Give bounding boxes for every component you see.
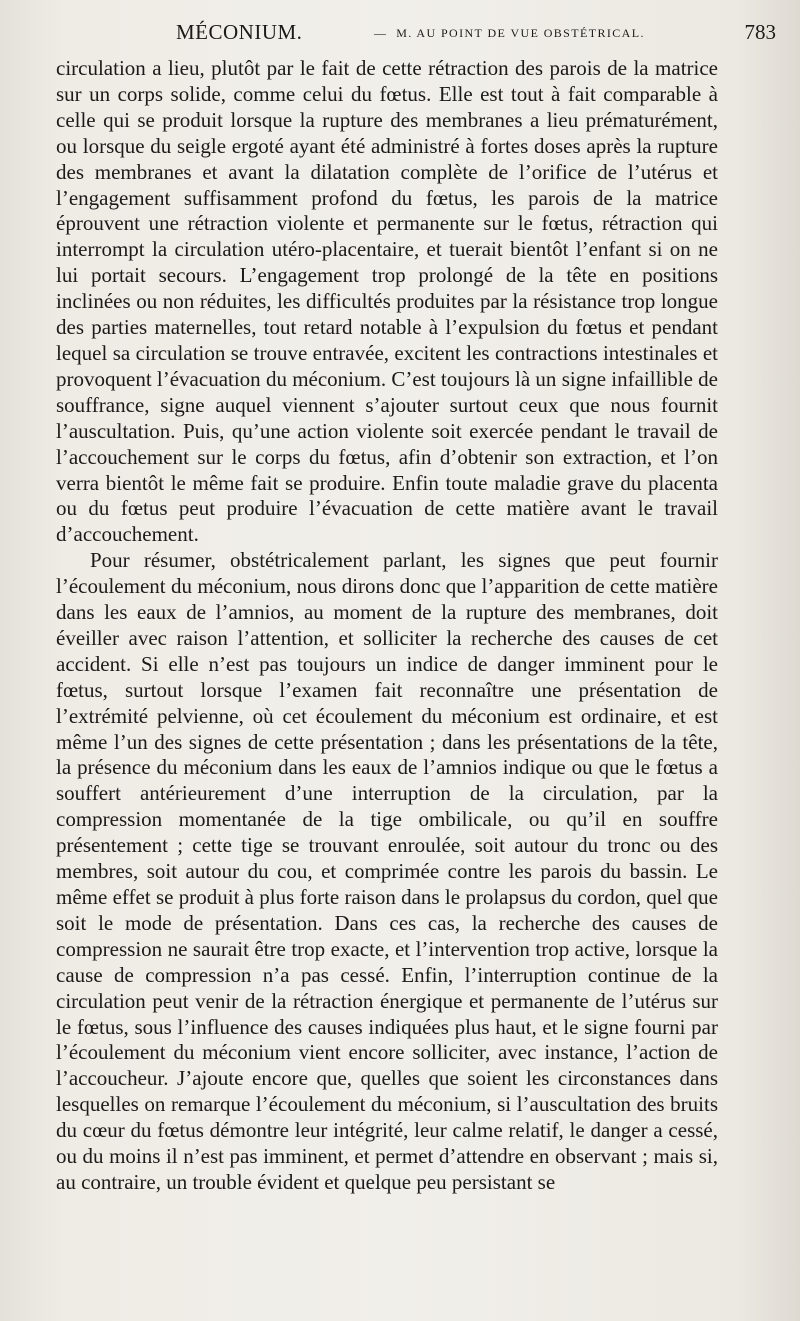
- running-head-section: M. AU POINT DE VUE OBSTÉTRICAL.: [396, 26, 645, 40]
- running-head-title: MÉCONIUM.: [176, 20, 303, 44]
- running-head: [56, 20, 776, 48]
- running-head-separator: —: [374, 26, 388, 40]
- page-number: 783: [744, 20, 776, 44]
- body-text: [56, 56, 718, 1196]
- paragraph-continued: circulation a lieu, plutôt par le fait de cette rétraction des parois de la matrice sur un corps solide, comme celui du fœtus. Elle est tout à fait comparable à celle qui se produit lorsque la rupture des membranes a lieu prématurément, ou lorsque du seigle ergoté ayant été administré à fortes doses après la rupture des membranes et avant la dilatation complète de l’orifice de l’utérus et l’engagement suffisamment profond du fœtus, les parois de la matrice éprouvent une rétraction violente et permanente sur le fœtus, rétraction qui interrompt la circulation utéro-placentaire, et tuerait bientôt l’enfant si on ne lui portait secours. L’engagement trop prolongé de la tête en positions inclinées ou non réduites, les difficultés produites par la résistance trop longue des parties maternelles, tout retard notable à l’expulsion du fœtus et pendant lequel sa circulation se trouve entravée, excitent les contractions intestinales et provoquent l’évacuation du méconium. C’est toujours là un signe infaillible de souffrance, signe auquel viennent s’ajouter surtout ceux que nous fournit l’auscultation. Puis, qu’une action violente soit exercée pendant le travail de l’accouchement sur le corps du fœtus, afin d’obtenir son extraction, et l’on verra bientôt le même fait se produire. Enfin toute maladie grave du placenta ou du fœtus peut produire l’évacuation de cette matière avant le travail d’accouchement.: [56, 56, 718, 547]
- running-head-subtitle: [374, 26, 645, 41]
- paragraph-summary: Pour résumer, obstétricalement parlant, les signes que peut fournir l’écoulement du méconium, nous dirons donc que l’apparition de cette matière dans les eaux de l’amnios, au moment de la rupture des membranes, doit éveiller avec raison l’attention, et solliciter la recherche des causes de cet accident. Si elle n’est pas toujours un indice de danger imminent pour le fœtus, surtout lorsque l’examen fait reconnaître une présentation de l’extrémité pelvienne, où cet écoulement du méconium est ordinaire, et est même l’un des signes de cette présentation ; dans les présentations de la tête, la présence du méconium dans les eaux de l’amnios indique ou que le fœtus a souffert antérieurement d’une interruption de la circulation, par la compression momentanée de la tige ombilicale, ou qu’il en souffre présentement ; cette tige se trouvant enroulée, soit autour du tronc ou des membres, soit autour du cou, et comprimée contre les parois du bassin. Le même effet se produit à plus forte raison dans le prolapsus du cordon, quel que soit le mode de présentation. Dans ces cas, la recherche des causes de compression ne saurait être trop exacte, et l’intervention trop active, lorsque la cause de compression n’a pas cessé. Enfin, l’interruption continue de la circulation peut venir de la rétraction énergique et permanente de l’utérus sur le fœtus, sous l’influence des causes indiquées plus haut, et le signe fourni par l’écoulement du méconium vient encore solliciter, avec instance, l’action de l’accoucheur. J’ajoute encore que, quelles que soient les circonstances dans lesquelles on remarque l’écoulement du méconium, si l’auscultation des bruits du cœur du fœtus démontre leur intégrité, leur calme relatif, le danger a cessé, ou du moins il n’est pas imminent, et permet d’attendre en observant ; mais si, au contraire, un trouble évident et quelque peu persistant se: [56, 548, 718, 1194]
